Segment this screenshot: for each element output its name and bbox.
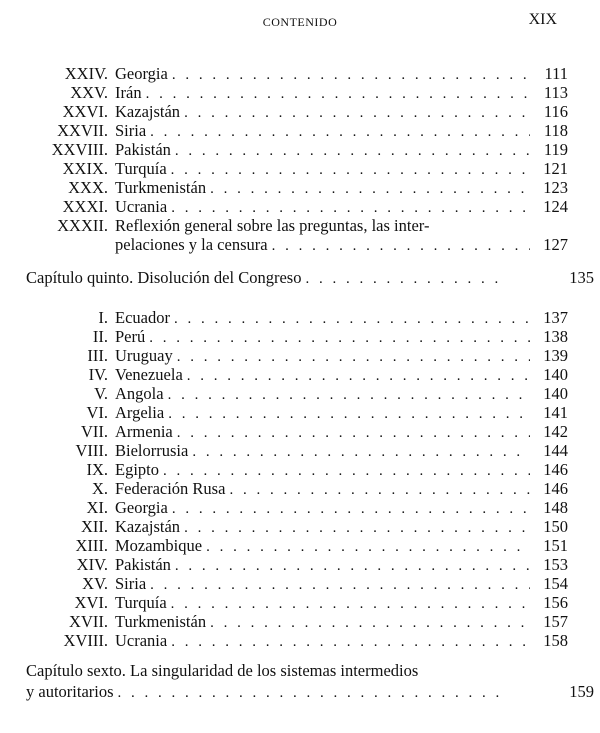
toc-entry-title: Kazajstán (115, 102, 184, 121)
toc-entry-number: XXXII. (57, 216, 108, 235)
toc-entry-title: Ucrania (115, 197, 171, 216)
toc-entry-title-wrap (115, 308, 530, 329)
toc-entry-row (0, 102, 600, 121)
toc-entry-row (0, 121, 600, 140)
toc-entry-title: Armenia (115, 422, 177, 441)
toc-entry-title-line2-wrap (115, 235, 530, 256)
toc-entry-number: XXV. (70, 83, 108, 102)
toc-entry-title-wrap (115, 536, 530, 557)
toc-entry-row (0, 216, 600, 235)
toc-entry-title: Ecuador (115, 308, 174, 327)
toc-entry-page: 140 (543, 384, 568, 403)
toc-entry-title: Angola (115, 384, 168, 403)
toc-entry-number: XIV. (76, 555, 108, 574)
chapter-page: 159 (569, 682, 594, 701)
toc-entry-page: 142 (543, 422, 568, 441)
toc-entry-row (0, 517, 600, 536)
toc-entry-title: Georgia (115, 498, 172, 517)
toc-entry-title: Siria (115, 121, 150, 140)
chapter-title-wrap (26, 268, 506, 289)
toc-entry-page: 146 (543, 460, 568, 479)
toc-entry-row (0, 159, 600, 178)
toc-entry-title: Egipto (115, 460, 163, 479)
toc-entry-row (0, 403, 600, 422)
toc-entry-number: IV. (88, 365, 108, 384)
toc-entry-page: 141 (543, 403, 568, 422)
running-header (0, 10, 600, 34)
toc-entry-title: Turkmenistán (115, 612, 210, 631)
toc-entry-page: 137 (543, 308, 568, 327)
toc-entry-title-wrap (115, 327, 530, 348)
toc-entry-page: 127 (543, 235, 568, 254)
toc-entry-row (0, 83, 600, 102)
toc-entry-title-line2: pelaciones y la censura (115, 235, 272, 254)
toc-entry-title-wrap (115, 197, 530, 218)
toc-entry-title: Pakistán (115, 140, 175, 159)
toc-entry-number: VI. (86, 403, 108, 422)
toc-entry-title-wrap (115, 460, 530, 481)
toc-entry-row (0, 346, 600, 365)
toc-entry-row (0, 422, 600, 441)
toc-entry-number: II. (92, 327, 108, 346)
toc-entry-page: 139 (543, 346, 568, 365)
toc-entry-title: Siria (115, 574, 150, 593)
toc-entry-title-wrap (115, 384, 530, 405)
toc-entry-title: Turquía (115, 159, 171, 178)
toc-entry-page: 118 (543, 121, 568, 140)
toc-entry-row (0, 612, 600, 631)
toc-entry-page: 146 (543, 479, 568, 498)
toc-entry-page: 144 (543, 441, 568, 460)
toc-entry-title-wrap (115, 498, 530, 519)
toc-entry-title: Venezuela (115, 365, 187, 384)
toc-entry-number: I. (98, 308, 108, 327)
toc-entry-title-wrap (115, 178, 530, 199)
toc-entry-page: 156 (543, 593, 568, 612)
toc-entry-title: Pakistán (115, 555, 175, 574)
toc-entry-row (0, 365, 600, 384)
toc-entry-title-wrap (115, 593, 530, 614)
toc-entry-row (0, 631, 600, 650)
toc-entry-title: Turquía (115, 593, 171, 612)
toc-entry-page: 116 (543, 102, 568, 121)
toc-entry-title: Ucrania (115, 631, 171, 650)
toc-entry-number: XXVIII. (51, 140, 108, 159)
toc-entry-title: Uruguay (115, 346, 177, 365)
toc-entry-row (0, 574, 600, 593)
chapter-title-line2-wrap (26, 682, 506, 703)
toc-entry-title-wrap (115, 64, 530, 85)
toc-entry-title-wrap (115, 631, 530, 652)
toc-entry-title-wrap (115, 403, 530, 424)
toc-entry-page: 153 (543, 555, 568, 574)
toc-entry-title-wrap (115, 159, 530, 180)
toc-entry-page: 157 (543, 612, 568, 631)
toc-entry-title: Mozambique (115, 536, 206, 555)
toc-entry-page: 140 (543, 365, 568, 384)
toc-entry-number: VII. (80, 422, 108, 441)
toc-entry-page: 113 (543, 83, 568, 102)
toc-entry-title-wrap (115, 479, 530, 500)
chapter-line2-row (26, 682, 594, 701)
toc-entry-row (0, 460, 600, 479)
toc-entry-page: 154 (543, 574, 568, 593)
toc-entry-number: III. (87, 346, 108, 365)
toc-entry-title-wrap (115, 574, 530, 595)
chapter-page: 135 (569, 268, 594, 287)
toc-entry-row (0, 327, 600, 346)
toc-entry-title: Turkmenistán (115, 178, 210, 197)
toc-entry-title-wrap (115, 612, 530, 633)
toc-entry-number: IX. (86, 460, 108, 479)
toc-entry-number: XXX. (68, 178, 108, 197)
toc-entry-row (0, 197, 600, 216)
toc-entry-row (0, 536, 600, 555)
toc-entry-number: VIII. (75, 441, 108, 460)
toc-entry-page: 121 (543, 159, 568, 178)
toc-entry-page: 148 (543, 498, 568, 517)
toc-section-chapter5-entries (0, 308, 600, 650)
toc-entry-number: XVII. (69, 612, 108, 631)
toc-entry-title: Federación Rusa (115, 479, 229, 498)
toc-entry-page: 119 (543, 140, 568, 159)
toc-entry-title-wrap (115, 441, 530, 462)
running-header-page-number: XIX (528, 11, 557, 28)
toc-entry-title-wrap (115, 517, 530, 538)
toc-entry-title: Argelia (115, 403, 168, 422)
toc-entry-title: Georgia (115, 64, 172, 83)
toc-entry-row-continued (0, 235, 600, 254)
toc-entry-number: XXVI. (62, 102, 108, 121)
toc-entry-page: 150 (543, 517, 568, 536)
toc-entry-page: 111 (544, 64, 568, 83)
toc-entry-row (0, 593, 600, 612)
toc-entry-page: 123 (543, 178, 568, 197)
running-header-title: CONTENIDO (262, 15, 338, 29)
toc-entry-xxxii (0, 216, 600, 254)
toc-entry-row (0, 555, 600, 574)
toc-entry-title: Perú (115, 327, 149, 346)
toc-entry-number: XXVII. (57, 121, 108, 140)
toc-entry-page: 138 (543, 327, 568, 346)
toc-entry-number: XXIV. (64, 64, 108, 83)
toc-entry-page: 151 (543, 536, 568, 555)
chapter-title-line2: y autoritarios (26, 682, 118, 701)
toc-entry-title-wrap (115, 346, 530, 367)
chapter-title-line1: Capítulo sexto. La singularidad de los sistemas intermedios (26, 661, 419, 680)
toc-entry-title-wrap (115, 140, 530, 161)
toc-entry-number: XV. (82, 574, 108, 593)
toc-entry-number: XVI. (74, 593, 108, 612)
toc-entry-title: Irán (115, 83, 146, 102)
toc-entry-row (0, 441, 600, 460)
toc-entry-title-wrap (115, 102, 530, 123)
toc-entry-number: XI. (86, 498, 108, 517)
toc-entry-title-wrap (115, 83, 530, 104)
toc-entry-title-wrap (115, 121, 530, 142)
toc-entry-row (0, 498, 600, 517)
toc-entry-number: X. (91, 479, 108, 498)
toc-entry-row (0, 479, 600, 498)
toc-entry-number: XXXI. (62, 197, 108, 216)
chapter-title: Capítulo quinto. Disolución del Congreso (26, 268, 305, 287)
toc-entry-number: XII. (80, 517, 108, 536)
toc-entry-title-wrap (115, 422, 530, 443)
toc-entry-number: XXIX. (62, 159, 108, 178)
toc-entry-page: 124 (543, 197, 568, 216)
toc-entry-row (0, 178, 600, 197)
toc-entry-row (0, 384, 600, 403)
toc-entry-row (0, 64, 600, 83)
toc-section-chapter4-entries (0, 64, 600, 216)
toc-entry-number: XIII. (75, 536, 108, 555)
toc-entry-title: Kazajstán (115, 517, 184, 536)
toc-entry-row (0, 308, 600, 327)
toc-entry-title-wrap (115, 365, 530, 386)
toc-entry-title-wrap (115, 555, 530, 576)
toc-entry-title: Bielorrusia (115, 441, 192, 460)
toc-entry-row (0, 140, 600, 159)
toc-entry-title-line1: Reflexión general sobre las preguntas, las inter- (115, 216, 430, 235)
toc-entry-number: V. (94, 384, 108, 403)
toc-entry-page: 158 (543, 631, 568, 650)
toc-entry-number: XVIII. (63, 631, 108, 650)
